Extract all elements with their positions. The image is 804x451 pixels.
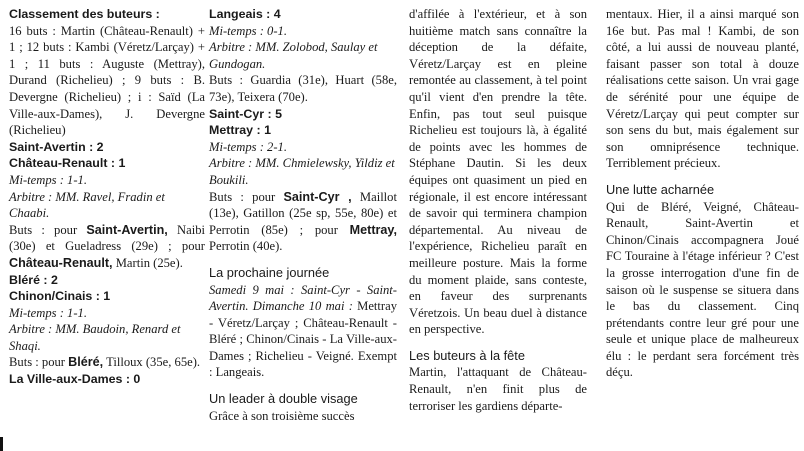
column-4 — [606, 6, 799, 381]
article-text: d'affilée à l'extérieur, et à son huitième match sans connaître la déception de la défaite, Véretz/Larçay est en pleine remontée au classement, à tel point qu'il vient d'en prendre la tête. Enfin, pas tout seul puisque Richelieu est toujours là, à égalité de points avec les hommes de Stéphane Dautin. Si les deux équipes ont quasiment un pied en régionale, il est encore intéressant de savoir qui terminera champion départemental. Au niveau de l'expérience, Richelieu paraît en meilleure posture. Mais la forme du moment plaide, sans conteste, en faveur des surprenants Véretzois. Un beau duel à distance en perspective. — [409, 7, 587, 337]
team-name: Saint-Cyr , — [283, 189, 352, 204]
match-result-home: Bléré : 2 — [9, 272, 58, 287]
goals-line: Buts : Guardia (31e), Huart (58e, 73e), Teixera (70e). — [209, 73, 397, 104]
article-text: mentaux. Hier, il a ainsi marqué son 16e but. Pas mal ! Kambi, de son côté, a lui aussi de nouveau planté, faisant passer son total à douze réalisations cette saison. Un vrai gage de sérénité pour une équipe de Véretz/Larçay qui peut compter sur son sens du but, mais également sur son omniprésence technique. Terriblement précieux. — [606, 7, 799, 171]
fixtures — [209, 282, 397, 382]
fixtures-list: Mettray - Véretz/Larçay ; Château-Renault - Bléré ; Chinon/Cinais - La Ville-aux-Dames ; Richelieu - Veigné. Exempt : Langeais. — [209, 299, 397, 380]
spacer — [606, 172, 799, 178]
goals-text: Perrotin (40e). — [209, 239, 283, 254]
article-text: Qui de Bléré, Veigné, Château-Renault, Saint-Avertin et Chinon/Cinais accompagnera Joué FC Touraine à l'étage inférieur ? C'est la grosse interrogation d'une fin de saison où le suspense se situera dans le bas du classement. Cinq prétendants contre leur gré pour une seule et unique place de malheureux élu : le perdant sera forcément très déçu. — [606, 199, 799, 380]
halftime-score: Mi-temps : 2-1. — [209, 139, 287, 154]
column-3 — [409, 6, 587, 414]
goals-text: Maillot (13e), Gatillon (25e sp, 55e, 80e) et Perrotin (85e) ; pour — [209, 189, 397, 237]
referees: Arbitre : MM. Ravel, Fradin et Chaabi. — [9, 189, 165, 221]
article-text: Martin, l'attaquant de Château-Renault, n'en finit plus de terroriser les gardiens départe- — [409, 365, 587, 413]
goals-text: Naibi (30e) et Gueladress (29e) ; pour — [9, 222, 205, 254]
team-name: Bléré, — [68, 355, 104, 370]
goals-line — [9, 354, 205, 371]
section-heading-scorers: Les buteurs à la fête — [409, 347, 525, 363]
team-name: Château-Renault, — [9, 255, 113, 270]
goals-text: Martin (25e). — [112, 255, 183, 270]
scan-edge-mark — [0, 437, 3, 451]
match-result-away: Chinon/Cinais : 1 — [9, 289, 111, 304]
spacer — [409, 338, 587, 344]
scorers-list: 16 buts : Martin (Château-Renault) + 1 ; 12 buts : Kambi (Véretz/Larçay) + 1 ; 11 buts : Auguste (Mettray), Durand (Richelieu) ; 9 buts : B. Devergne (Richelieu) ; i : Saïd (La Ville-aux-Dames), J. Devergne (Richelieu) — [9, 23, 205, 138]
referees: Arbitre : MM. Zolobod, Saulay et Gundogan. — [209, 40, 378, 71]
column-1 — [9, 6, 205, 388]
goals-prefix: Buts : pour — [9, 222, 87, 237]
goals-line — [209, 189, 397, 255]
scorers-heading: Classement des buteurs : — [9, 7, 160, 21]
referees: Arbitre : MM. Baudoin, Renard et Shaqi. — [9, 322, 181, 353]
halftime-score: Mi-temps : 1-1. — [9, 172, 87, 187]
spacer — [209, 381, 397, 387]
match-result-home: Saint-Avertin : 2 — [9, 139, 104, 154]
section-heading-fight: Une lutte acharnée — [606, 181, 715, 197]
referees: Arbitre : MM. Chmielewsky, Yildiz et Boukili. — [209, 156, 395, 187]
article-text: Grâce à son troisième succès — [209, 408, 355, 423]
column-2 — [209, 6, 397, 424]
goals-prefix: Buts : pour — [209, 189, 284, 204]
match-result-home: Saint-Cyr : 5 — [209, 106, 282, 121]
team-name: Saint-Avertin, — [86, 222, 168, 237]
match-result-home: La Ville-aux-Dames : 0 — [9, 372, 141, 387]
section-heading-leader: Un leader à double visage — [209, 391, 358, 407]
halftime-score: Mi-temps : 0-1. — [209, 23, 287, 38]
goals-text: Tilloux (35e, 65e). — [103, 355, 201, 370]
spacer — [209, 255, 397, 261]
match-result-away: Mettray : 1 — [209, 123, 271, 138]
team-name: Mettray, — [349, 222, 397, 237]
goals-line — [9, 222, 205, 272]
match-result-away: Château-Renault : 1 — [9, 156, 126, 171]
fixtures-dates: Samedi 9 mai : Saint-Cyr - Saint-Avertin. Dimanche 10 mai : — [209, 282, 397, 314]
halftime-score: Mi-temps : 1-1. — [9, 305, 87, 320]
match-result-home: Langeais : 4 — [209, 7, 281, 21]
goals-prefix: Buts : pour — [9, 355, 69, 370]
section-heading-next-round: La prochaine journée — [209, 264, 330, 280]
